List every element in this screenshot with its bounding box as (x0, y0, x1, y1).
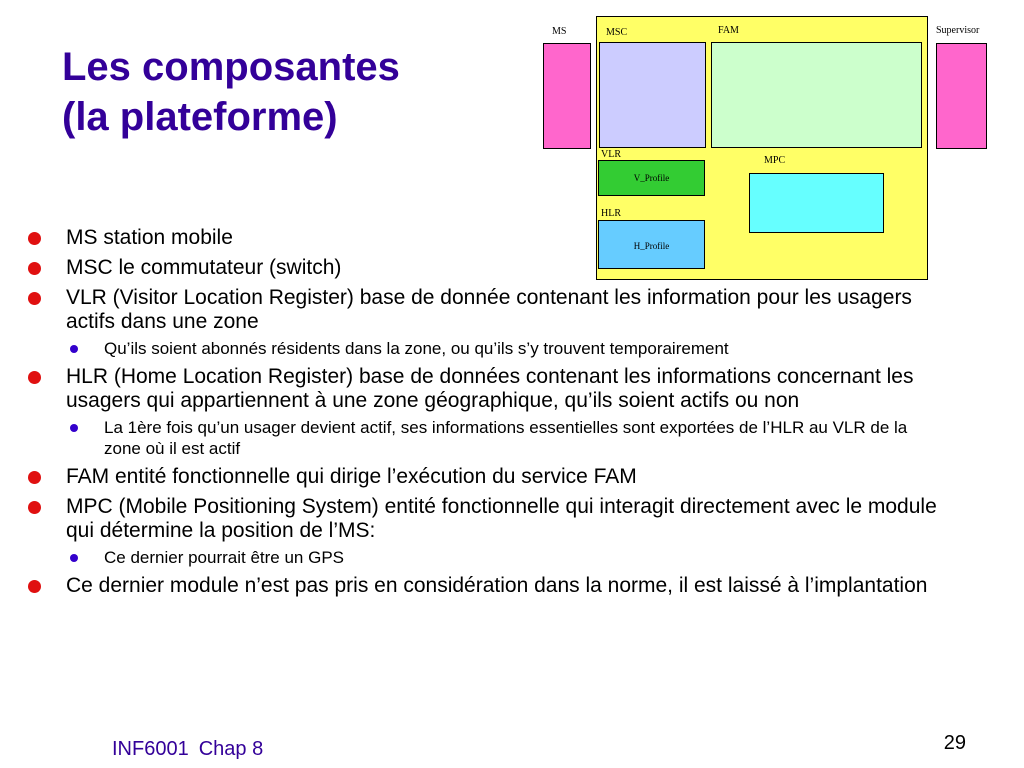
sub-bullet-dot-icon (70, 554, 78, 562)
supervisor-box (936, 43, 987, 149)
bullet-item (24, 286, 944, 334)
sub-bullet-item (24, 547, 944, 568)
h-profile-label: H_Profile (633, 241, 670, 251)
title-line-2: (la plateforme) (62, 95, 338, 139)
bullet-item (24, 495, 944, 543)
mpc-label: MPC (764, 155, 786, 166)
footer-course: INF6001 (112, 738, 189, 760)
bullet-dot-icon (28, 501, 41, 514)
msc-box (599, 42, 706, 148)
bullet-item (24, 226, 944, 250)
sub-bullet-dot-icon (70, 424, 78, 432)
vlr-label: VLR (601, 149, 621, 160)
footer (112, 738, 273, 761)
bullet-item (24, 256, 944, 280)
ms-label: MS (552, 26, 567, 37)
mpc-box (749, 173, 884, 233)
supervisor-label: Supervisor (936, 25, 980, 36)
bullet-dot-icon (28, 471, 41, 484)
bullet-item (24, 465, 944, 489)
bullet-text: HLR (Home Location Register) base de données contenant les informations concernant les usagers qui appartiennent à une zone géographique, qu’ils soient actifs ou non (66, 365, 914, 412)
bullet-item (24, 365, 944, 413)
sub-bullet-text: Qu’ils soient abonnés résidents dans la zone, ou qu’ils s’y trouvent temporairement (104, 339, 729, 358)
bullet-text: MSC le commutateur (switch) (66, 256, 342, 279)
sub-bullet-text: Ce dernier pourrait être un GPS (104, 548, 345, 567)
ms-box (543, 43, 591, 149)
bullet-dot-icon (28, 262, 41, 275)
msc-label: MSC (606, 27, 628, 38)
bullet-dot-icon (28, 371, 41, 384)
bullet-text: FAM entité fonctionnelle qui dirige l’exécution du service FAM (66, 465, 637, 488)
bullet-text: Ce dernier module n’est pas pris en considération dans la norme, il est laissé à l’implantation (66, 574, 928, 597)
hlr-label: HLR (601, 208, 621, 219)
sub-bullet-dot-icon (70, 345, 78, 353)
bullet-list (24, 226, 944, 604)
sub-bullet-text: La 1ère fois qu’un usager devient actif, ses informations essentielles sont exportées de l’HLR au VLR de la zone où il est actif (104, 418, 908, 458)
bullet-text: VLR (Visitor Location Register) base de donnée contenant les information pour les usagers actifs dans une zone (66, 286, 912, 333)
bullet-item (24, 574, 944, 598)
fam-label: FAM (718, 25, 739, 36)
v-profile-label: V_Profile (633, 173, 670, 183)
page-number: 29 (943, 732, 966, 754)
bullet-dot-icon (28, 292, 41, 305)
fam-box (711, 42, 922, 148)
vlr-box (598, 160, 705, 196)
title-line-1: Les composantes (62, 45, 400, 89)
bullet-dot-icon (28, 232, 41, 245)
footer-chapter: Chap 8 (198, 738, 264, 760)
sub-bullet-item (24, 338, 944, 359)
bullet-text: MS station mobile (66, 226, 233, 249)
sub-bullet-item (24, 417, 944, 459)
bullet-dot-icon (28, 580, 41, 593)
bullet-text: MPC (Mobile Positioning System) entité fonctionnelle qui interagit directement avec le module qui détermine la position de l’MS: (66, 495, 937, 542)
